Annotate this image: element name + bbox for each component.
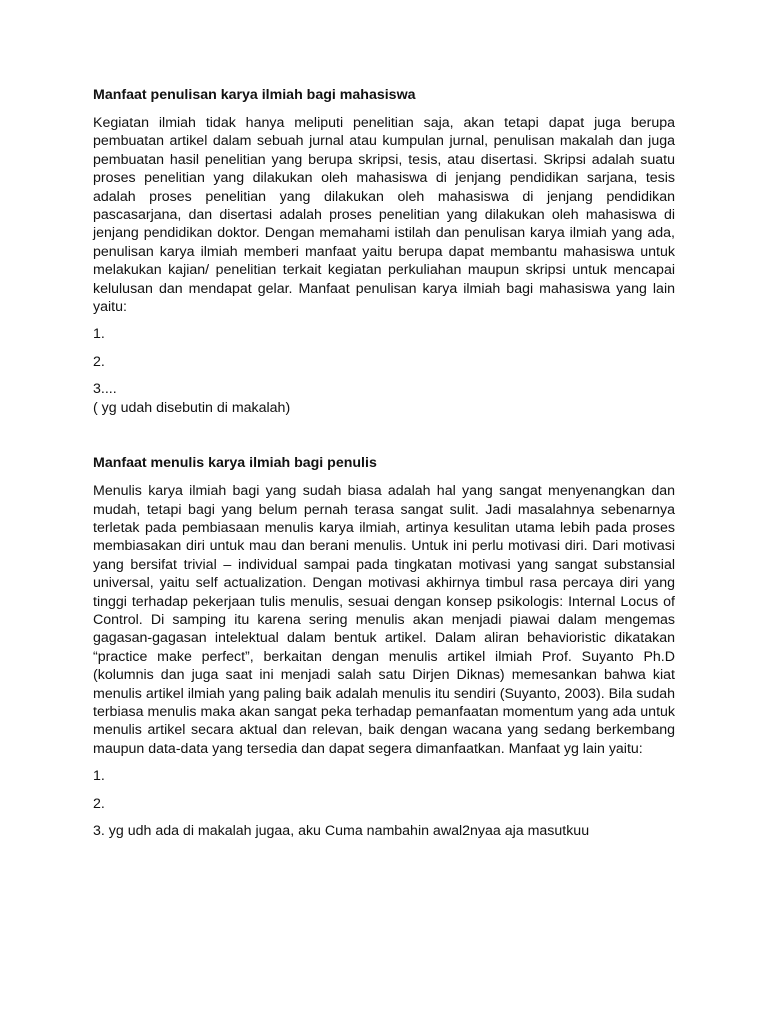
section1-note: ( yg udah disebutin di makalah) xyxy=(93,399,291,416)
section1-list-item-2: 2. xyxy=(93,353,105,370)
section2-heading: Manfaat menulis karya ilmiah bagi penulis xyxy=(93,455,377,472)
section2-list-item-1: 1. xyxy=(93,768,105,785)
section1-list-item-3: 3.... xyxy=(93,381,117,398)
section2-list-item-3: 3. yg udh ada di makalah jugaa, aku Cuma nambahin awal2nyaa aja masutkuu xyxy=(93,823,590,839)
section-spacer xyxy=(93,417,675,454)
section2-paragraph: Menulis karya ilmiah bagi yang sudah biasa adalah hal yang sangat menyenangkan dan mudah, tetapi bagi yang belum pernah terasa sangat sulit. Jadi masalahnya sebenarnya terletak pada pembiasaan menulis karya ilmiah, artinya kesulitan utama lebih pada proses membiasakan diri untuk mau dan berani menulis. Untuk ini perlu motivasi diri. Dari motivasi yang bersifat trivial – individual sampai pada tingkatan motivasi yang sangat substansial universal, yaitu self actualization. Dengan motivasi akhirnya timbul rasa percaya diri yang tinggi terhadap pekerjaan tulis menulis, sesuai dengan konsep psikologis: Internal Locus of Control. Di samping itu karena sering menulis akan menjadi piawai dalam mengemas gagasan-gagasan intelektual dalam bentuk artikel. Dalam aliran behavioristic dikatakan “practice make perfect”, berkaitan dengan menulis artikel ilmiah Prof. Suyanto Ph.D (kolumnis dan juga saat ini menjadi salah satu Dirjen Diknas) memesankan bahwa kiat menulis artikel ilmiah yang paling baik adalah menulis itu sendiri (Suyanto, 2003). Bila sudah terbiasa menulis maka akan sangat peka terhadap pemanfaatan momentum yang ada untuk menulis artikel secara aktual dan relevan, baik dengan wacana yang sedang berkembang maupun data-data yang tersedia dan dapat segera dimanfaatkan. Manfaat yg lain yaitu: xyxy=(93,483,675,757)
section1-paragraph: Kegiatan ilmiah tidak hanya meliputi penelitian saja, akan tetapi dapat juga berupa pembuatan artikel dalam sebuah jurnal atau kumpulan jurnal, penulisan makalah dan juga pembuatan hasil penelitian yang berupa skripsi, tesis, atau disertasi. Skripsi adalah suatu proses penelitian yang dilakukan oleh mahasiswa di jenjang pendidikan sarjana, tesis adalah proses penelitian yang dilakukan oleh mahasiswa di jenjang pendidikan pascasarjana, dan disertasi adalah proses penelitian yang dilakukan oleh mahasiswa di jenjang pendidikan doktor. Dengan memahami istilah dan penulisan karya ilmiah yang ada, penulisan karya ilmiah memberi manfaat yaitu berupa dapat membantu mahasiswa untuk melakukan kajian/ penelitian terkait kegiatan perkuliahan maupun skripsi untuk mencapai kelulusan dan mendapat gelar. Manfaat penulisan karya ilmiah bagi mahasiswa yang lain yaitu: xyxy=(93,115,675,316)
section2-list-item-2: 2. xyxy=(93,795,105,812)
section1-heading: Manfaat penulisan karya ilmiah bagi mahasiswa xyxy=(93,87,416,103)
section1-list-item-1: 1. xyxy=(93,326,105,343)
document-page xyxy=(93,86,675,849)
